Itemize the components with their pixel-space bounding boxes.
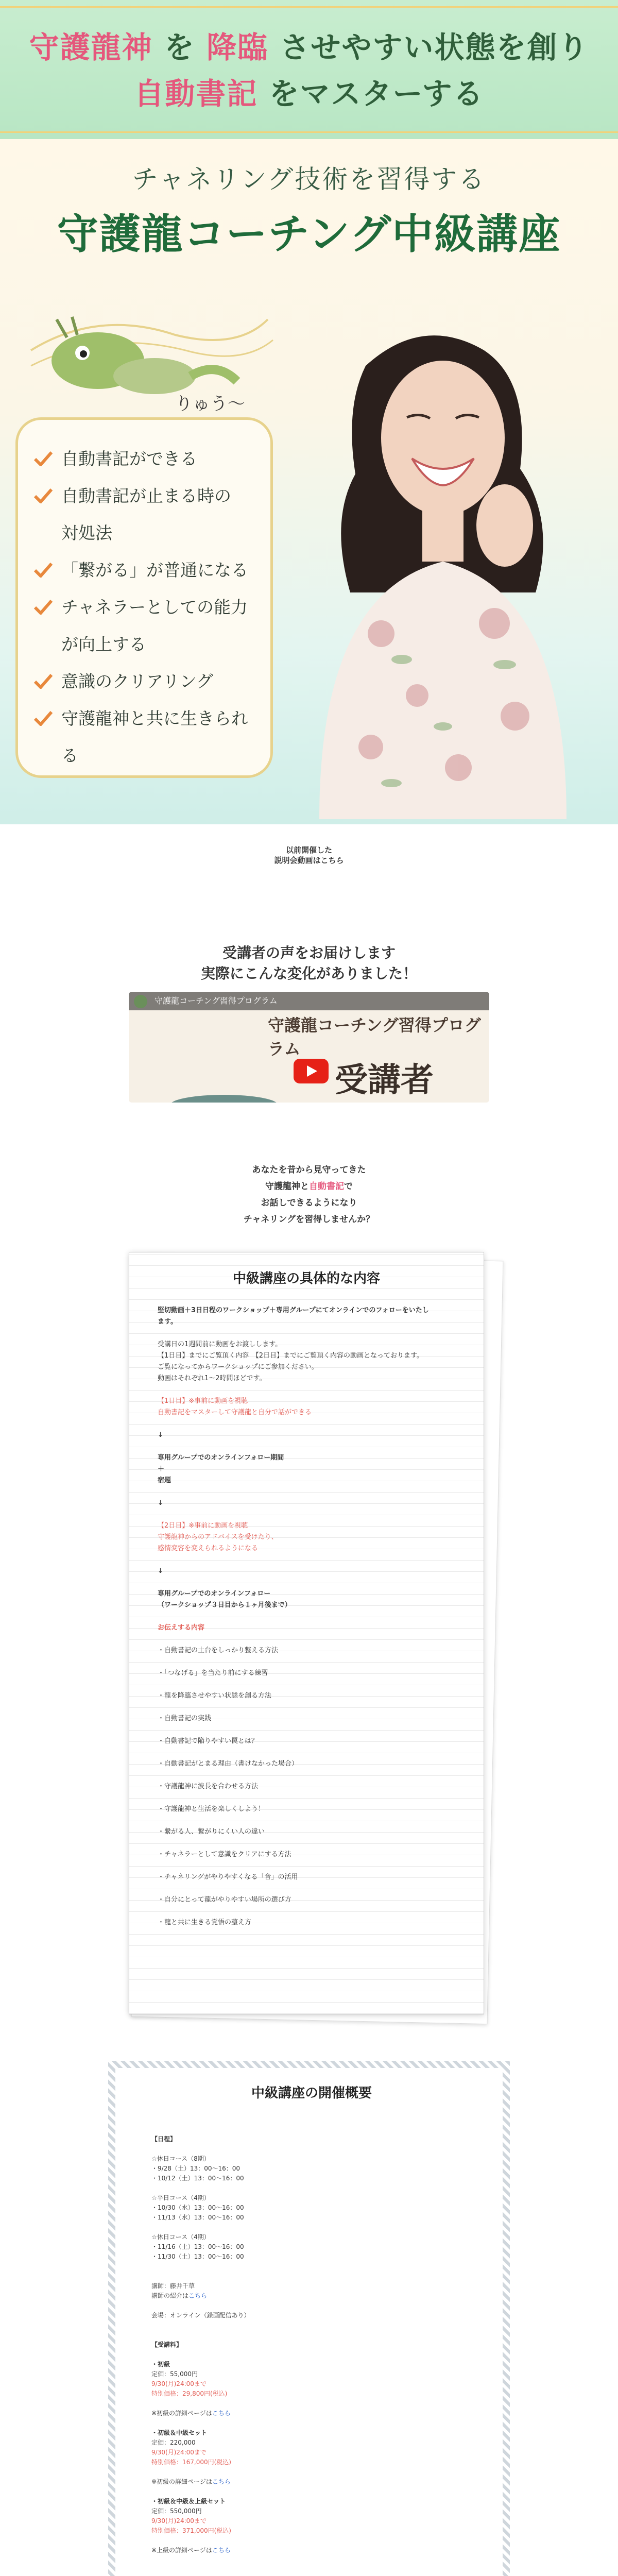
video-thumbnail-decor bbox=[170, 1095, 278, 1103]
content-list-item: ・「つなげる」を当たり前にする練習 bbox=[158, 1669, 268, 1677]
banner-text-ryujin: 守護龍神 bbox=[29, 30, 153, 65]
benefit-text: 対処法 bbox=[61, 523, 112, 543]
dragon-caption: りゅう〜 bbox=[175, 394, 245, 414]
benefit-item-continued bbox=[33, 515, 260, 552]
banner-line-2 bbox=[0, 70, 618, 113]
price-regular: 定価：55,000円 bbox=[151, 2370, 198, 2378]
content-list-item: ・チャネリングがやりやすくなる「音」の活用 bbox=[158, 1873, 298, 1881]
price-special: 特別価格：167,000円(税込) bbox=[151, 2459, 231, 2466]
price-plan-title: ・初級＆中級＆上級セット bbox=[151, 2498, 226, 2505]
briefing-video-note[interactable] bbox=[0, 845, 618, 866]
course-date: ・11/16（土）13：00〜16：00 bbox=[151, 2243, 244, 2250]
benefit-text: チャネラーとしての能力 bbox=[61, 597, 248, 617]
course-content-paper bbox=[129, 1252, 484, 2014]
channel-avatar bbox=[134, 995, 147, 1008]
video-thumbnail-label: 受講者 bbox=[335, 1061, 434, 1099]
step-group-followup: 専用グループでのオンラインフォロー bbox=[158, 1590, 271, 1598]
content-list-item: ・自動書記の土台をしっかり整える方法 bbox=[158, 1647, 279, 1654]
banner-line-1 bbox=[0, 23, 618, 66]
price-heading: 【受講料】 bbox=[151, 2341, 183, 2348]
content-list-item: ・自動書記で陥りやすい罠とは？ bbox=[158, 1737, 259, 1745]
check-icon bbox=[33, 488, 53, 503]
benefit-text: 意識のクリアリング bbox=[61, 671, 214, 691]
content-list-item: ・龍と共に生きる覚悟の整え方 bbox=[158, 1919, 252, 1926]
course-date: ・10/30（水）13：00〜16：00 bbox=[151, 2204, 244, 2211]
briefing-video-note-line1: 以前開催した bbox=[285, 845, 332, 855]
banner-bottom-rule bbox=[0, 131, 618, 133]
content-text: 動画はそれぞれ1〜2時間ほどです。 bbox=[158, 1375, 266, 1382]
step-day1-goal: 自動書記をマスターして守護龍と自分で話ができる bbox=[158, 1409, 312, 1416]
invitation-text-de: で bbox=[344, 1181, 353, 1192]
lecturer-profile-link[interactable]: こちら bbox=[188, 2292, 208, 2299]
price-special: 特別価格：371,000円(税込) bbox=[151, 2527, 231, 2534]
price-deadline: 9/30(月)24:00まで bbox=[151, 2380, 207, 2387]
arrow-down-icon: ↓ bbox=[158, 1567, 163, 1575]
banner-text-rest: させやすい状態を創り bbox=[280, 30, 589, 65]
hero-section bbox=[0, 139, 618, 824]
course-date: ・11/13（水）13：00〜16：00 bbox=[151, 2214, 244, 2221]
price-detail-note bbox=[151, 2409, 472, 2418]
play-icon[interactable] bbox=[294, 1059, 329, 1083]
benefit-item bbox=[33, 440, 260, 478]
course-date: ・10/12（土）13：00〜16：00 bbox=[151, 2175, 244, 2182]
video-thumbnail-heading: 守護龍コーチング習得プログラム bbox=[268, 1015, 481, 1059]
course-label: ☆休日コース（4期） bbox=[151, 2233, 210, 2241]
step-followup: 専用グループでのオンラインフォロー期間 bbox=[158, 1454, 284, 1462]
step-day2-goal: 守護龍神からのアドバイスを受けたり、 bbox=[158, 1533, 278, 1541]
banner-top-rule bbox=[0, 6, 618, 8]
price-deadline: 9/30(月)24:00まで bbox=[151, 2449, 207, 2456]
course-content-title: 中級講座の具体的な内容 bbox=[232, 1271, 380, 1286]
price-plan-title: ・初級＆中級セット bbox=[151, 2429, 208, 2436]
benefit-text: 守護龍神と共に生きられる bbox=[61, 708, 248, 766]
check-icon bbox=[33, 562, 53, 578]
course-date: ・11/30（土）13：00〜16：00 bbox=[151, 2253, 244, 2260]
step-day2-goal-cont: 感情変容を変えられるようになる bbox=[158, 1545, 259, 1552]
benefit-text: が向上する bbox=[61, 634, 146, 654]
check-icon bbox=[33, 710, 53, 726]
video-title-bar bbox=[129, 992, 489, 1010]
video-title: 守護龍コーチング習得プログラム bbox=[154, 996, 278, 1006]
content-text: 受講日の1週間前に動画をお渡しします。 bbox=[158, 1341, 282, 1348]
benefit-card bbox=[15, 417, 273, 778]
testimonial-heading bbox=[0, 943, 618, 984]
arrow-down-icon: ↓ bbox=[158, 1431, 163, 1439]
benefit-list bbox=[18, 420, 270, 774]
benefit-text: 「繋がる」が普通になる bbox=[61, 560, 248, 580]
content-intro-cont: ます。 bbox=[158, 1318, 177, 1326]
banner-text-kourin: 降臨 bbox=[207, 30, 269, 65]
content-text: ご覧になってからワークショップにご参加ください。 bbox=[158, 1363, 318, 1371]
instructor-photo bbox=[288, 304, 597, 819]
content-list-item: ・守護龍神と生活を楽しくしよう！ bbox=[158, 1805, 265, 1813]
content-list-item: ・自動書記がとまる理由（書けなかった場合） bbox=[158, 1760, 299, 1768]
step-plus: ＋ bbox=[158, 1465, 165, 1473]
content-list-item: ・繋がる人、繋がりにくい人の違い bbox=[158, 1828, 265, 1836]
hero-title: 守護龍コーチング中級講座 bbox=[57, 210, 561, 258]
benefit-item bbox=[33, 663, 260, 700]
lecturer-profile-text: 講師の紹介は bbox=[151, 2292, 189, 2299]
invitation-line3: お話しできるようになり bbox=[261, 1198, 357, 1208]
venue: 会場：オンライン（録画配信あり） bbox=[151, 2312, 250, 2319]
price-special: 特別価格：29,800円(税込) bbox=[151, 2390, 228, 2397]
schedule-heading: 【日程】 bbox=[151, 2136, 177, 2143]
detail-link[interactable]: こちら bbox=[212, 2410, 231, 2417]
content-list-item: ・チャネラーとして意識をクリアにする方法 bbox=[158, 1851, 291, 1858]
content-list bbox=[158, 1645, 455, 1928]
course-content-section bbox=[129, 1252, 489, 2020]
check-icon bbox=[33, 673, 53, 689]
invitation-text bbox=[0, 1162, 618, 1228]
course-label: ☆休日コース（8期） bbox=[151, 2155, 210, 2162]
price-detail-note bbox=[151, 2546, 472, 2555]
banner-text-wo: を bbox=[164, 30, 195, 65]
course-overview bbox=[108, 2061, 510, 2576]
step-homework: 宿題 bbox=[158, 1477, 171, 1484]
content-list-item: ・自動書記の実践 bbox=[158, 1715, 212, 1722]
price-plan-title: ・初級 bbox=[151, 2361, 170, 2368]
step-day2: 【2日目】※事前に動画を視聴 bbox=[158, 1522, 248, 1530]
briefing-video-note-line2: 説明会動画はこちら bbox=[274, 856, 344, 865]
benefit-item bbox=[33, 700, 260, 774]
price-regular: 定価：550,000円 bbox=[151, 2507, 202, 2515]
invitation-text-jidoushoki: 自動書記 bbox=[309, 1181, 344, 1192]
invitation-line2 bbox=[0, 1178, 618, 1195]
arrow-down-icon: ↓ bbox=[158, 1499, 163, 1507]
content-text: 【1日目】までにご覧頂く内容 【2日目】までにご覧頂く内容の動画となっております。 bbox=[158, 1352, 424, 1360]
content-list-item: ・自分にとって龍がやりやすい場所の選び方 bbox=[158, 1896, 291, 1904]
content-list-item: ・龍を降臨させやすい状態を創る方法 bbox=[158, 1692, 272, 1700]
invitation-text-ryujin: 守護龍神と bbox=[265, 1181, 309, 1192]
detail-link[interactable]: こちら bbox=[212, 2478, 231, 2485]
price-detail-note-text: ※初級の詳細ページは bbox=[151, 2478, 212, 2485]
step-day1: 【1日目】※事前に動画を視聴 bbox=[158, 1397, 248, 1405]
price-detail-note-text: ※上級の詳細ページは bbox=[151, 2547, 212, 2554]
price-regular: 定価：220,000 bbox=[151, 2439, 196, 2446]
top-banner bbox=[0, 0, 618, 139]
check-icon bbox=[33, 599, 53, 615]
invitation-line1: あなたを昔から見守ってきた bbox=[252, 1165, 366, 1175]
benefit-item bbox=[33, 589, 260, 626]
benefit-text: 自動書記ができる bbox=[61, 449, 197, 469]
content-intro: 堅切動画＋3日日程のワークショップ＋専用グループにてオンラインでのフォローをいたし bbox=[158, 1307, 429, 1314]
testimonial-heading-line2: 実際にこんな変化がありました！ bbox=[200, 965, 417, 982]
detail-link[interactable]: こちら bbox=[212, 2547, 231, 2554]
testimonial-video[interactable] bbox=[129, 992, 489, 1103]
invitation-line4: チャネリングを習得しませんか？ bbox=[243, 1214, 375, 1225]
content-list-item: ・守護龍神に波長を合わせる方法 bbox=[158, 1783, 259, 1790]
banner-text-master: をマスターする bbox=[269, 76, 484, 111]
course-date: ・9/28（土）13：00〜16：00 bbox=[151, 2165, 241, 2172]
course-label: ☆平日コース（4期） bbox=[151, 2194, 210, 2201]
overview-title: 中級講座の開催概要 bbox=[251, 2086, 372, 2101]
price-detail-note-text: ※初級の詳細ページは bbox=[151, 2410, 212, 2417]
benefit-item bbox=[33, 552, 260, 589]
price-deadline: 9/30(月)24:00まで bbox=[151, 2517, 207, 2524]
benefit-text: 自動書記が止まる時の bbox=[61, 486, 231, 506]
check-icon bbox=[33, 451, 53, 466]
hero-subtitle: チャネリング技術を習得する bbox=[132, 164, 486, 194]
benefit-item bbox=[33, 478, 260, 515]
benefit-item-continued bbox=[33, 626, 260, 663]
step-group-followup-period: （ワークショップ３日目から１ヶ月後まで） bbox=[158, 1601, 291, 1609]
lecturer: 講師：藤井千草 bbox=[151, 2282, 195, 2290]
banner-text-jidoushoki: 自動書記 bbox=[134, 76, 258, 111]
content-list-heading: お伝えする内容 bbox=[158, 1624, 205, 1632]
lecturer-profile bbox=[151, 2291, 472, 2301]
price-detail-note bbox=[151, 2477, 472, 2487]
testimonial-heading-line1: 受講者の声をお届けします bbox=[222, 944, 396, 961]
